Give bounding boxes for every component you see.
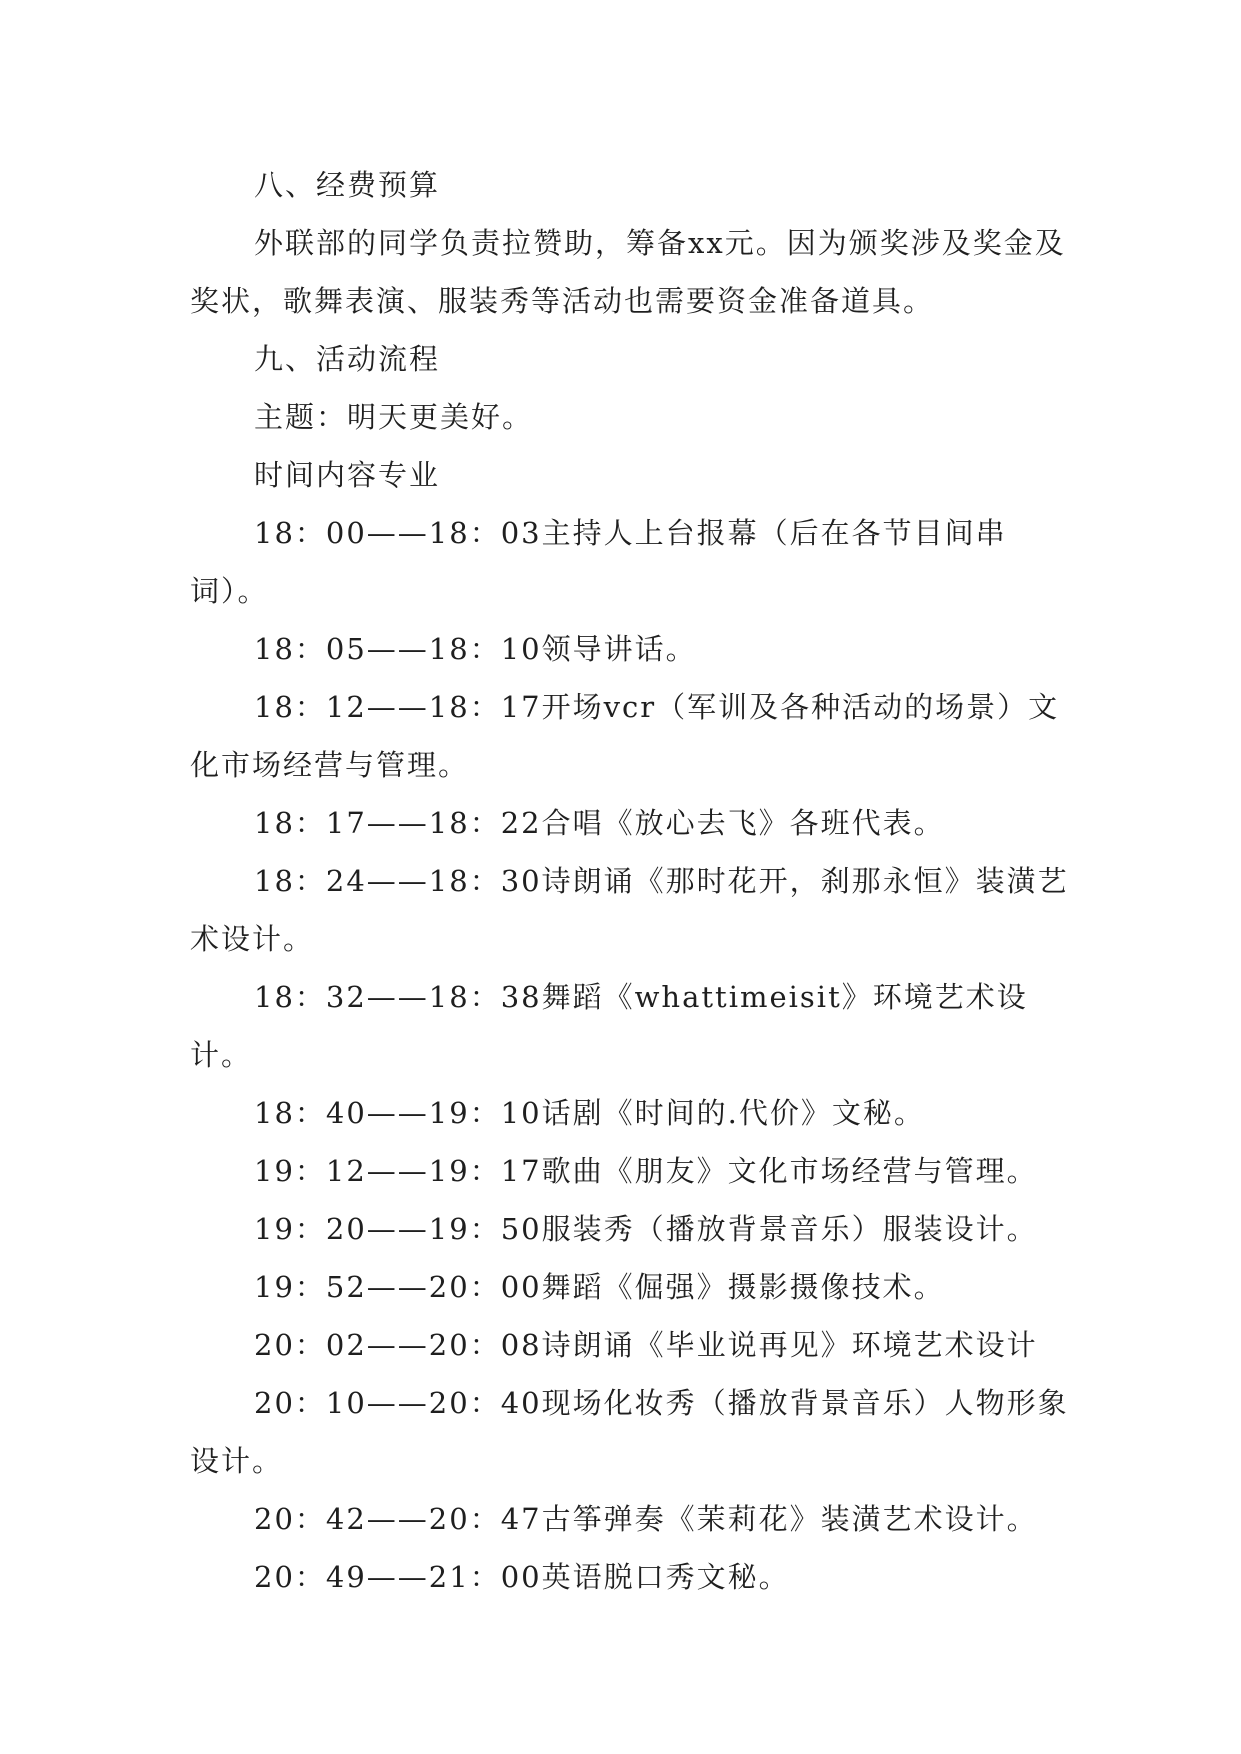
schedule-item: 18：40——19：10话剧《时间的.代价》文秘。: [254, 1096, 925, 1130]
schedule-item: 19：52——20：00舞蹈《倔强》摄影摄像技术。: [254, 1270, 945, 1304]
schedule-item: 18：00——18：03主持人上台报幕（后在各节目间串词）。: [190, 516, 1007, 608]
paragraph-columns: 时间内容专业: [254, 458, 441, 492]
schedule-item: 18：12——18：17开场vcr（军训及各种活动的场景）文化市场经营与管理。: [190, 690, 1060, 782]
paragraph-theme: 主题：明天更美好。: [254, 400, 534, 434]
document-body: [190, 156, 1070, 1606]
schedule-item: 18：24——18：30诗朗诵《那时花开，刹那永恒》装潢艺术设计。: [190, 864, 1069, 956]
section-heading-budget: 八、经费预算: [254, 168, 441, 202]
schedule-item: 20：49——21：00英语脱口秀文秘。: [254, 1560, 790, 1594]
section-heading-process: 九、活动流程: [254, 342, 441, 376]
paragraph-budget: 外联部的同学负责拉赞助，筹备xx元。因为颁奖涉及奖金及奖状，歌舞表演、服装秀等活动也需要资金准备道具。: [190, 226, 1066, 318]
schedule-item: 18：32——18：38舞蹈《whattimeisit》环境艺术设计。: [190, 980, 1028, 1072]
schedule-item: 18：17——18：22合唱《放心去飞》各班代表。: [254, 806, 945, 840]
schedule-item: 20：02——20：08诗朗诵《毕业说再见》环境艺术设计: [254, 1328, 1038, 1362]
schedule-item: 19：12——19：17歌曲《朋友》文化市场经营与管理。: [254, 1154, 1038, 1188]
schedule-item: 18：05——18：10领导讲话。: [254, 632, 697, 666]
schedule-item: 20：42——20：47古筝弹奏《茉莉花》装潢艺术设计。: [254, 1502, 1038, 1536]
schedule-item: 20：10——20：40现场化妆秀（播放背景音乐）人物形象设计。: [190, 1386, 1069, 1478]
schedule-item: 19：20——19：50服装秀（播放背景音乐）服装设计。: [254, 1212, 1038, 1246]
